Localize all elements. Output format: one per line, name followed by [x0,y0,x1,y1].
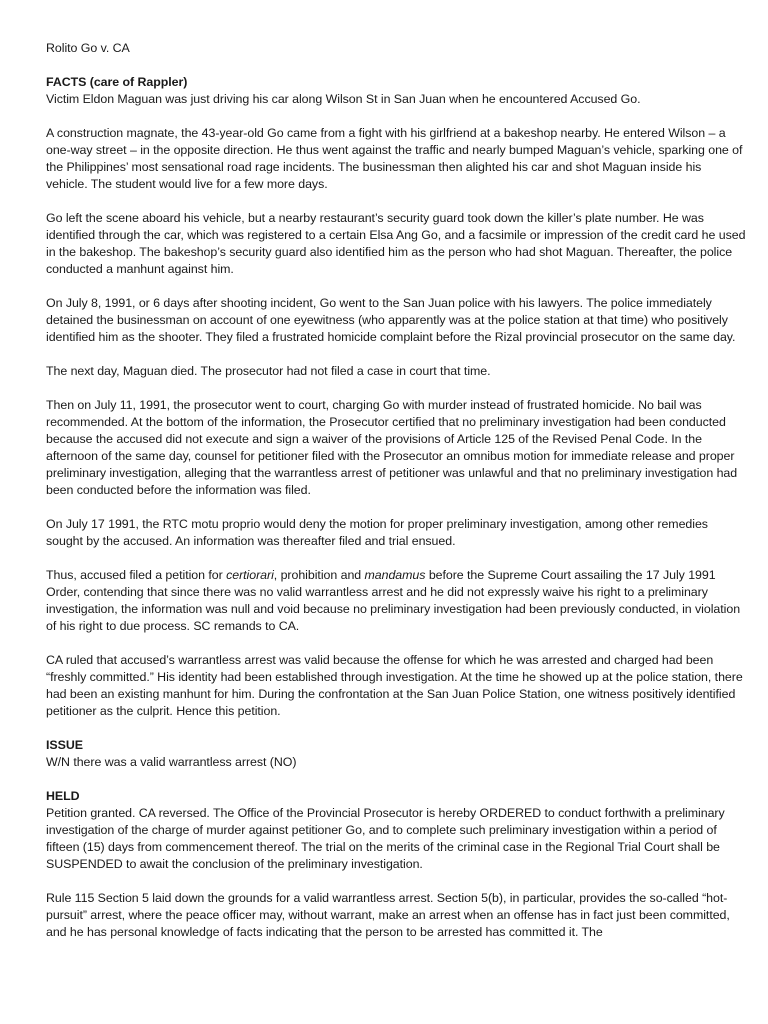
document-page [46,40,746,958]
document-title: Rolito Go v. CA [46,41,130,55]
petition-italic-certiorari: certiorari [226,568,274,582]
petition-text-3: before the Supreme Court assailing the 17 July 1991 Order, contending that since there was no valid warrantless arrest and he did not expressly waive his right to a preliminary investigation, the information was null and void because no preliminary investigation had been previously conducted, in violation of his right to due process. SC remands to CA. [46,568,741,633]
held-paragraph-2: Rule 115 Section 5 laid down the grounds for a valid warrantless arrest. Section 5(b), in particular, provides the so-called “hot-pursuit” arrest, where the peace officer may, without warrant, make an arrest when an offense has in fact just been committed, and he has personal knowledge of facts indicating that the person to be arrested has committed it. The [46,891,730,939]
facts-paragraph-1: Victim Eldon Maguan was just driving his car along Wilson St in San Juan when he encountered Accused Go. [46,92,641,106]
facts-paragraph-5: The next day, Maguan died. The prosecutor had not filed a case in court that time. [46,364,491,378]
facts-paragraph-6: Then on July 11, 1991, the prosecutor went to court, charging Go with murder instead of frustrated homicide. No bail was recommended. At the bottom of the information, the Prosecutor certified that no preliminary investigation had been conducted because the accused did not execute and sign a waiver of the provisions of Article 125 of the Revised Penal Code. In the afternoon of the same day, counsel for petitioner filed with the Prosecutor an omnibus motion for immediate release and proper preliminary investigation, alleging that the warrantless arrest of petitioner was unlawful and that no preliminary investigation had been conducted before the information was filed. [46,398,738,497]
petition-text-1: Thus, accused filed a petition for [46,568,227,582]
issue-text: W/N there was a valid warrantless arrest (NO) [46,755,297,769]
issue-heading: ISSUE [46,738,83,752]
facts-heading: FACTS (care of Rappler) [46,75,188,89]
petition-text-2: , prohibition and [273,568,365,582]
petition-italic-mandamus: mandamus [364,568,426,582]
facts-paragraph-4: On July 8, 1991, or 6 days after shooting incident, Go went to the San Juan police with his lawyers. The police immediately detained the businessman on account of one eyewitness (who apparently was at the police station at that time) who positively identified him as the shooter. They filed a frustrated homicide complaint before the Rizal provincial prosecutor on the same day. [46,296,736,344]
facts-paragraph-2: A construction magnate, the 43-year-old Go came from a fight with his girlfriend at a bakeshop nearby. He entered Wilson – a one-way street – in the opposite direction. He thus went against the traffic and nearly bumped Maguan’s vehicle, sparking one of the Philippines’ most sensational road rage incidents. The businessman then alighted his car and shot Maguan inside his vehicle. The student would live for a few more days. [46,126,743,191]
held-heading: HELD [46,789,80,803]
facts-paragraph-3: Go left the scene aboard his vehicle, but a nearby restaurant’s security guard took down the killer’s plate number. He was identified through the car, which was registered to a certain Elsa Ang Go, and a facsimile or impression of the credit card he used in the bakeshop. The bakeshop’s security guard also identified him as the person who had shot Maguan. Thereafter, the police conducted a manhunt against him. [46,211,746,276]
ca-ruling-paragraph: CA ruled that accused’s warrantless arrest was valid because the offense for which he was arrested and charged had been “freshly committed.” His identity had been established through investigation. At the time he showed up at the police station, there had been an existing manhunt for him. During the confrontation at the San Juan Police Station, one witness positively identified petitioner as the culprit. Hence this petition. [46,653,743,718]
facts-paragraph-7: On July 17 1991, the RTC motu proprio would deny the motion for proper preliminary investigation, among other remedies sought by the accused. An information was thereafter filed and trial ensued. [46,517,708,548]
held-paragraph-1: Petition granted. CA reversed. The Office of the Provincial Prosecutor is hereby ORDERED to conduct forthwith a preliminary investigation of the charge of murder against petitioner Go, and to complete such preliminary investigation within a period of fifteen (15) days from commencement thereof. The trial on the merits of the criminal case in the Regional Trial Court shall be SUSPENDED to await the conclusion of the preliminary investigation. [46,806,725,871]
petition-paragraph [46,567,746,635]
